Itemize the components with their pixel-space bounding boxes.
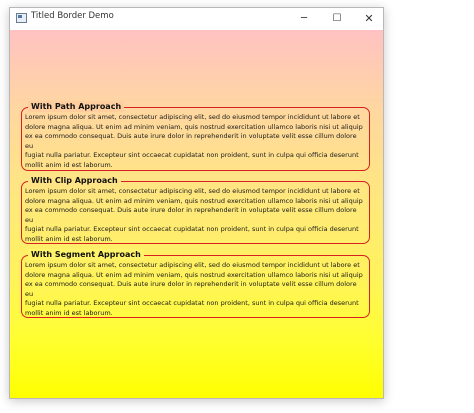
text-line: dolore magna aliqua. Ut enim ad minim veniam, quis nostrud exercitation ullamco laboris nisi ut aliquip xyxy=(25,196,363,205)
titled-border-segment xyxy=(21,250,370,318)
titled-border-clip xyxy=(21,176,370,244)
text-line: Lorem ipsum dolor sit amet, consectetur adipiscing elit, sed do eiusmod tempor incididunt ut labore et xyxy=(25,261,360,269)
text-line: dolore magna aliqua. Ut enim ad minim veniam, quis nostrud exercitation ullamco laboris nisi ut aliquip xyxy=(25,122,363,131)
border-title: With Path Approach xyxy=(28,101,124,112)
text-line: ex ea commodo consequat. Duis aute irure dolor in reprehenderit in voluptate velit esse cillum dolore eu xyxy=(25,206,357,224)
lorem-text xyxy=(25,261,365,319)
close-button[interactable]: ✕ xyxy=(364,12,374,25)
window-content xyxy=(10,30,383,398)
maximize-button[interactable]: ☐ xyxy=(332,13,342,24)
minimize-button[interactable]: ─ xyxy=(300,13,308,24)
text-line: dolore magna aliqua. Ut enim ad minim veniam, quis nostrud exercitation ullamco laboris nisi ut aliquip xyxy=(25,270,363,279)
text-line: ex ea commodo consequat. Duis aute irure dolor in reprehenderit in voluptate velit esse cillum dolore eu xyxy=(25,280,357,298)
text-line: Lorem ipsum dolor sit amet, consectetur adipiscing elit, sed do eiusmod tempor incididunt ut labore et xyxy=(25,113,360,121)
titled-border-path xyxy=(21,102,370,171)
lorem-text xyxy=(25,187,365,245)
border-title: With Clip Approach xyxy=(28,175,121,186)
text-line: fugiat nulla pariatur. Excepteur sint occaecat cupidatat non proident, sunt in culpa qui officia deserunt xyxy=(25,151,359,160)
lorem-text xyxy=(25,113,365,171)
text-line: Lorem ipsum dolor sit amet, consectetur adipiscing elit, sed do eiusmod tempor incididunt ut labore et xyxy=(25,187,360,195)
text-line: fugiat nulla pariatur. Excepteur sint occaecat cupidatat non proident, sunt in culpa qui officia deserunt xyxy=(25,225,359,234)
text-line: fugiat nulla pariatur. Excepteur sint occaecat cupidatat non proident, sunt in culpa qui officia deserunt xyxy=(25,299,359,308)
text-line: ex ea commodo consequat. Duis aute irure dolor in reprehenderit in voluptate velit esse cillum dolore eu xyxy=(25,132,357,150)
text-line: mollit anim id est laborum. xyxy=(25,308,113,317)
window-title: Titled Border Demo xyxy=(31,11,114,21)
text-line: mollit anim id est laborum. xyxy=(25,160,113,169)
border-title: With Segment Approach xyxy=(28,249,144,260)
app-icon xyxy=(16,13,27,23)
text-line: mollit anim id est laborum. xyxy=(25,234,113,243)
title-bar[interactable] xyxy=(10,8,383,30)
app-window xyxy=(9,7,384,399)
